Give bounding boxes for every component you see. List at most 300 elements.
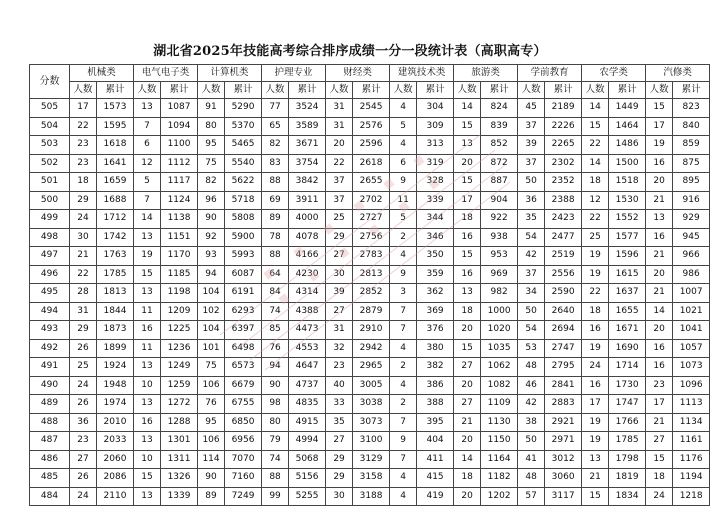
- score-cell: 487: [30, 432, 70, 451]
- cumulative-cell: 1974: [97, 395, 134, 414]
- category-header: 旅游类: [454, 65, 518, 82]
- count-cell: 15: [646, 450, 673, 469]
- count-cell: 16: [454, 228, 481, 247]
- count-cell: 15: [134, 469, 161, 488]
- count-cell: 65: [262, 117, 289, 136]
- cumulative-cell: 1819: [609, 469, 646, 488]
- count-cell: 78: [262, 228, 289, 247]
- count-cell: 12: [134, 154, 161, 173]
- count-cell: 95: [198, 136, 225, 155]
- category-header: 机械类: [70, 65, 134, 82]
- count-cell: 6: [134, 136, 161, 155]
- cumulative-cell: 2545: [353, 99, 390, 118]
- table-row: [30, 469, 710, 488]
- cumulative-cell: 1057: [673, 339, 710, 358]
- cumulative-cell: 1688: [97, 191, 134, 210]
- count-cell: 82: [198, 173, 225, 192]
- cumulative-cell: 350: [417, 247, 454, 266]
- cumulative-cell: 2352: [545, 173, 582, 192]
- count-cell: 24: [582, 358, 609, 377]
- cumulative-cell: 7160: [225, 469, 262, 488]
- cumulative-cell: 411: [417, 450, 454, 469]
- count-cell: 26: [70, 339, 97, 358]
- cumulative-cell: 2086: [97, 469, 134, 488]
- cumulative-cell: 2883: [545, 395, 582, 414]
- count-cell: 20: [646, 321, 673, 340]
- count-cell: 22: [326, 154, 353, 173]
- cumulative-cell: 839: [481, 117, 518, 136]
- cumulative-cell: 2556: [545, 265, 582, 284]
- cumulative-cell: 2576: [353, 117, 390, 136]
- table-row: [30, 339, 710, 358]
- score-cell: 489: [30, 395, 70, 414]
- cumulative-cell: 4835: [289, 395, 326, 414]
- count-cell: 104: [198, 321, 225, 340]
- count-cell: 20: [646, 265, 673, 284]
- count-cell: 22: [582, 284, 609, 303]
- count-cell: 14: [582, 154, 609, 173]
- cumulative-cell: 938: [481, 228, 518, 247]
- cumulative-cell: 2110: [97, 487, 134, 506]
- count-cell: 15: [134, 265, 161, 284]
- cumulative-cell: 5718: [225, 191, 262, 210]
- count-cell: 23: [70, 136, 97, 155]
- count-cell: 15: [454, 117, 481, 136]
- cumulative-cell: 1182: [481, 469, 518, 488]
- count-cell: 22: [582, 210, 609, 229]
- cumulative-cell: 982: [481, 284, 518, 303]
- cumulative-cell: 4230: [289, 265, 326, 284]
- cumulative-cell: 1000: [481, 302, 518, 321]
- count-cell: 11: [134, 302, 161, 321]
- count-cell: 37: [326, 191, 353, 210]
- count-cell: 24: [70, 376, 97, 395]
- count-cell: 20: [646, 173, 673, 192]
- count-cell: 17: [70, 99, 97, 118]
- count-cell: 27: [454, 358, 481, 377]
- cumulative-cell: 388: [417, 395, 454, 414]
- cumulative-cell: 369: [417, 302, 454, 321]
- cumulative-cell: 872: [481, 154, 518, 173]
- cumulative-cell: 6755: [225, 395, 262, 414]
- cumulative-cell: 2756: [353, 228, 390, 247]
- count-cell: 82: [262, 136, 289, 155]
- count-cell: 4: [390, 136, 417, 155]
- count-cell: 24: [70, 487, 97, 506]
- count-cell: 40: [326, 376, 353, 395]
- count-header: 人数: [646, 82, 673, 99]
- score-cell: 485: [30, 469, 70, 488]
- cumulative-cell: 4473: [289, 321, 326, 340]
- cumulative-cell: 1618: [97, 136, 134, 155]
- cumulative-cell: 3038: [353, 395, 390, 414]
- cumulative-cell: 1109: [481, 395, 518, 414]
- count-cell: 21: [582, 469, 609, 488]
- count-cell: 76: [262, 339, 289, 358]
- count-cell: 18: [646, 469, 673, 488]
- cumulative-cell: 6293: [225, 302, 262, 321]
- count-cell: 16: [646, 358, 673, 377]
- cumulative-cell: 3158: [353, 469, 390, 488]
- cumulative-cell: 4388: [289, 302, 326, 321]
- table-row: [30, 302, 710, 321]
- cumulative-cell: 1785: [609, 432, 646, 451]
- count-cell: 9: [390, 265, 417, 284]
- cumulative-cell: 359: [417, 265, 454, 284]
- count-cell: 106: [198, 432, 225, 451]
- cumulative-cell: 1041: [673, 321, 710, 340]
- cumulative-cell: 3911: [289, 191, 326, 210]
- count-cell: 21: [646, 413, 673, 432]
- count-cell: 96: [198, 191, 225, 210]
- table-row: [30, 210, 710, 229]
- cumulative-cell: 1899: [97, 339, 134, 358]
- table-row: [30, 376, 710, 395]
- count-cell: 9: [390, 173, 417, 192]
- cumulative-cell: 328: [417, 173, 454, 192]
- count-cell: 37: [518, 117, 545, 136]
- count-cell: 4: [390, 247, 417, 266]
- cumulative-cell: 4737: [289, 376, 326, 395]
- cumulative-header: 累计: [353, 82, 390, 99]
- table-row: [30, 247, 710, 266]
- cumulative-cell: 3842: [289, 173, 326, 192]
- score-cell: 492: [30, 339, 70, 358]
- cumulative-cell: 2727: [353, 210, 390, 229]
- cumulative-cell: 2841: [545, 376, 582, 395]
- cumulative-cell: 1073: [673, 358, 710, 377]
- cumulative-cell: 3060: [545, 469, 582, 488]
- count-cell: 30: [326, 265, 353, 284]
- count-cell: 88: [262, 469, 289, 488]
- cumulative-cell: 1288: [161, 413, 198, 432]
- cumulative-cell: 1518: [609, 173, 646, 192]
- count-cell: 17: [646, 117, 673, 136]
- cumulative-cell: 986: [673, 265, 710, 284]
- cumulative-cell: 1112: [161, 154, 198, 173]
- cumulative-cell: 6956: [225, 432, 262, 451]
- cumulative-cell: 2596: [353, 136, 390, 155]
- cumulative-cell: 376: [417, 321, 454, 340]
- table-row: [30, 487, 710, 506]
- table-row: [30, 117, 710, 136]
- cumulative-cell: 1615: [609, 265, 646, 284]
- sub-header-row: [30, 82, 710, 99]
- score-cell: 501: [30, 173, 70, 192]
- cumulative-cell: 1198: [161, 284, 198, 303]
- cumulative-header: 累计: [481, 82, 518, 99]
- count-cell: 101: [198, 339, 225, 358]
- cumulative-cell: 7070: [225, 450, 262, 469]
- cumulative-cell: 5068: [289, 450, 326, 469]
- cumulative-cell: 1124: [161, 191, 198, 210]
- count-cell: 42: [518, 395, 545, 414]
- count-cell: 54: [518, 228, 545, 247]
- count-cell: 39: [326, 284, 353, 303]
- cumulative-cell: 4994: [289, 432, 326, 451]
- cumulative-cell: 1096: [673, 376, 710, 395]
- count-cell: 37: [326, 173, 353, 192]
- count-cell: 13: [582, 450, 609, 469]
- table-row: [30, 395, 710, 414]
- cumulative-cell: 1596: [609, 247, 646, 266]
- count-header: 人数: [262, 82, 289, 99]
- cumulative-cell: 3671: [289, 136, 326, 155]
- count-cell: 74: [262, 450, 289, 469]
- cumulative-cell: 2033: [97, 432, 134, 451]
- cumulative-cell: 887: [481, 173, 518, 192]
- count-cell: 22: [70, 117, 97, 136]
- cumulative-cell: 313: [417, 136, 454, 155]
- count-cell: 15: [582, 117, 609, 136]
- cumulative-cell: 2226: [545, 117, 582, 136]
- count-cell: 114: [198, 450, 225, 469]
- count-cell: 20: [454, 154, 481, 173]
- cumulative-cell: 1150: [481, 432, 518, 451]
- cumulative-cell: 2965: [353, 358, 390, 377]
- count-cell: 4: [390, 99, 417, 118]
- cumulative-cell: 2618: [353, 154, 390, 173]
- score-cell: 493: [30, 321, 70, 340]
- count-cell: 23: [646, 376, 673, 395]
- count-cell: 15: [582, 487, 609, 506]
- count-cell: 21: [646, 284, 673, 303]
- count-cell: 21: [646, 247, 673, 266]
- count-cell: 92: [198, 228, 225, 247]
- cumulative-cell: 1130: [481, 413, 518, 432]
- count-cell: 19: [582, 265, 609, 284]
- count-cell: 93: [198, 247, 225, 266]
- count-cell: 18: [454, 210, 481, 229]
- cumulative-cell: 945: [673, 228, 710, 247]
- count-cell: 88: [262, 247, 289, 266]
- score-cell: 503: [30, 136, 70, 155]
- count-header: 人数: [582, 82, 609, 99]
- score-cell: 490: [30, 376, 70, 395]
- cumulative-cell: 2640: [545, 302, 582, 321]
- cumulative-cell: 1924: [97, 358, 134, 377]
- table-body: [30, 99, 710, 506]
- cumulative-cell: 2590: [545, 284, 582, 303]
- cumulative-cell: 319: [417, 154, 454, 173]
- cumulative-cell: 4314: [289, 284, 326, 303]
- count-cell: 21: [70, 247, 97, 266]
- cumulative-cell: 5540: [225, 154, 262, 173]
- cumulative-cell: 1138: [161, 210, 198, 229]
- count-cell: 16: [582, 321, 609, 340]
- cumulative-cell: 382: [417, 358, 454, 377]
- count-cell: 32: [326, 339, 353, 358]
- count-cell: 2: [390, 395, 417, 414]
- cumulative-cell: 2010: [97, 413, 134, 432]
- cumulative-cell: 4078: [289, 228, 326, 247]
- count-cell: 75: [198, 154, 225, 173]
- cumulative-cell: 1948: [97, 376, 134, 395]
- count-cell: 75: [198, 358, 225, 377]
- cumulative-cell: 852: [481, 136, 518, 155]
- count-cell: 11: [390, 191, 417, 210]
- count-cell: 98: [262, 395, 289, 414]
- cumulative-cell: 1326: [161, 469, 198, 488]
- count-cell: 69: [262, 191, 289, 210]
- count-cell: 18: [582, 302, 609, 321]
- cumulative-cell: 3589: [289, 117, 326, 136]
- cumulative-cell: 859: [673, 136, 710, 155]
- count-cell: 102: [198, 302, 225, 321]
- category-header: 学前教育: [518, 65, 582, 82]
- count-cell: 15: [454, 339, 481, 358]
- count-cell: 15: [646, 99, 673, 118]
- cumulative-cell: 2942: [353, 339, 390, 358]
- count-cell: 27: [326, 302, 353, 321]
- count-cell: 14: [646, 302, 673, 321]
- cumulative-cell: 5465: [225, 136, 262, 155]
- count-cell: 50: [518, 302, 545, 321]
- count-cell: 28: [70, 284, 97, 303]
- count-cell: 38: [518, 413, 545, 432]
- count-cell: 80: [198, 117, 225, 136]
- count-cell: 17: [454, 191, 481, 210]
- cumulative-cell: 1035: [481, 339, 518, 358]
- table-row: [30, 191, 710, 210]
- count-cell: 80: [262, 413, 289, 432]
- cumulative-cell: 895: [673, 173, 710, 192]
- count-cell: 19: [582, 432, 609, 451]
- count-cell: 79: [262, 432, 289, 451]
- cumulative-cell: 1659: [97, 173, 134, 192]
- cumulative-header: 累计: [673, 82, 710, 99]
- table-row: [30, 136, 710, 155]
- cumulative-cell: 1573: [97, 99, 134, 118]
- cumulative-cell: 1209: [161, 302, 198, 321]
- cumulative-cell: 2813: [353, 265, 390, 284]
- score-cell: 488: [30, 413, 70, 432]
- count-cell: 14: [582, 99, 609, 118]
- count-cell: 3: [390, 284, 417, 303]
- cumulative-cell: 875: [673, 154, 710, 173]
- count-cell: 7: [390, 450, 417, 469]
- cumulative-header: 累计: [161, 82, 198, 99]
- cumulative-cell: 6573: [225, 358, 262, 377]
- count-cell: 104: [198, 284, 225, 303]
- count-cell: 16: [582, 376, 609, 395]
- cumulative-cell: 1113: [673, 395, 710, 414]
- cumulative-cell: 3117: [545, 487, 582, 506]
- count-cell: 6: [390, 154, 417, 173]
- count-cell: 64: [262, 265, 289, 284]
- count-cell: 7: [390, 302, 417, 321]
- count-cell: 7: [390, 413, 417, 432]
- cumulative-cell: 4166: [289, 247, 326, 266]
- table-row: [30, 228, 710, 247]
- cumulative-cell: 1301: [161, 432, 198, 451]
- count-header: 人数: [390, 82, 417, 99]
- cumulative-cell: 3073: [353, 413, 390, 432]
- cumulative-cell: 1117: [161, 173, 198, 192]
- category-header: 电气电子类: [134, 65, 198, 82]
- count-cell: 14: [454, 450, 481, 469]
- table-row: [30, 284, 710, 303]
- cumulative-cell: 1161: [673, 432, 710, 451]
- count-cell: 94: [262, 358, 289, 377]
- cumulative-cell: 346: [417, 228, 454, 247]
- count-cell: 5: [134, 173, 161, 192]
- cumulative-cell: 1577: [609, 228, 646, 247]
- score-cell: 497: [30, 247, 70, 266]
- cumulative-cell: 6679: [225, 376, 262, 395]
- count-cell: 13: [134, 432, 161, 451]
- count-cell: 23: [70, 154, 97, 173]
- score-distribution-table: [29, 64, 710, 506]
- count-cell: 29: [70, 191, 97, 210]
- cumulative-cell: 380: [417, 339, 454, 358]
- cumulative-cell: 5622: [225, 173, 262, 192]
- score-cell: 498: [30, 228, 70, 247]
- count-cell: 50: [518, 432, 545, 451]
- count-cell: 16: [646, 228, 673, 247]
- count-header: 人数: [326, 82, 353, 99]
- count-cell: 91: [198, 99, 225, 118]
- count-cell: 76: [198, 395, 225, 414]
- count-cell: 21: [646, 191, 673, 210]
- count-cell: 106: [198, 376, 225, 395]
- count-cell: 29: [326, 450, 353, 469]
- category-header: 农学类: [582, 65, 646, 82]
- count-cell: 24: [70, 210, 97, 229]
- cumulative-cell: 2423: [545, 210, 582, 229]
- cumulative-cell: 2655: [353, 173, 390, 192]
- cumulative-cell: 4647: [289, 358, 326, 377]
- cumulative-cell: 395: [417, 413, 454, 432]
- count-cell: 89: [198, 487, 225, 506]
- cumulative-cell: 386: [417, 376, 454, 395]
- count-cell: 29: [326, 469, 353, 488]
- count-header: 人数: [454, 82, 481, 99]
- score-cell: 499: [30, 210, 70, 229]
- cumulative-cell: 1164: [481, 450, 518, 469]
- cumulative-cell: 3188: [353, 487, 390, 506]
- count-cell: 31: [70, 302, 97, 321]
- count-cell: 13: [454, 284, 481, 303]
- cumulative-cell: 344: [417, 210, 454, 229]
- count-cell: 20: [454, 321, 481, 340]
- count-cell: 16: [646, 339, 673, 358]
- score-cell: 484: [30, 487, 70, 506]
- count-cell: 29: [70, 321, 97, 340]
- cumulative-cell: 1449: [609, 99, 646, 118]
- cumulative-header: 累计: [545, 82, 582, 99]
- cumulative-cell: 5255: [289, 487, 326, 506]
- cumulative-cell: 1087: [161, 99, 198, 118]
- cumulative-cell: 3012: [545, 450, 582, 469]
- cumulative-cell: 2702: [353, 191, 390, 210]
- cumulative-cell: 2060: [97, 450, 134, 469]
- score-cell: 500: [30, 191, 70, 210]
- count-cell: 35: [326, 413, 353, 432]
- count-cell: 31: [326, 99, 353, 118]
- count-cell: 18: [70, 173, 97, 192]
- score-cell: 486: [30, 450, 70, 469]
- table-row: [30, 154, 710, 173]
- cumulative-cell: 5900: [225, 228, 262, 247]
- category-header: 建筑技术类: [390, 65, 454, 82]
- cumulative-cell: 904: [481, 191, 518, 210]
- page-title: 湖北省2025年技能高考综合排序成绩一分一段统计表（高职高专）: [153, 44, 547, 59]
- count-cell: 19: [582, 413, 609, 432]
- cumulative-cell: 1194: [673, 469, 710, 488]
- category-header: 计算机类: [198, 65, 262, 82]
- table-row: [30, 99, 710, 118]
